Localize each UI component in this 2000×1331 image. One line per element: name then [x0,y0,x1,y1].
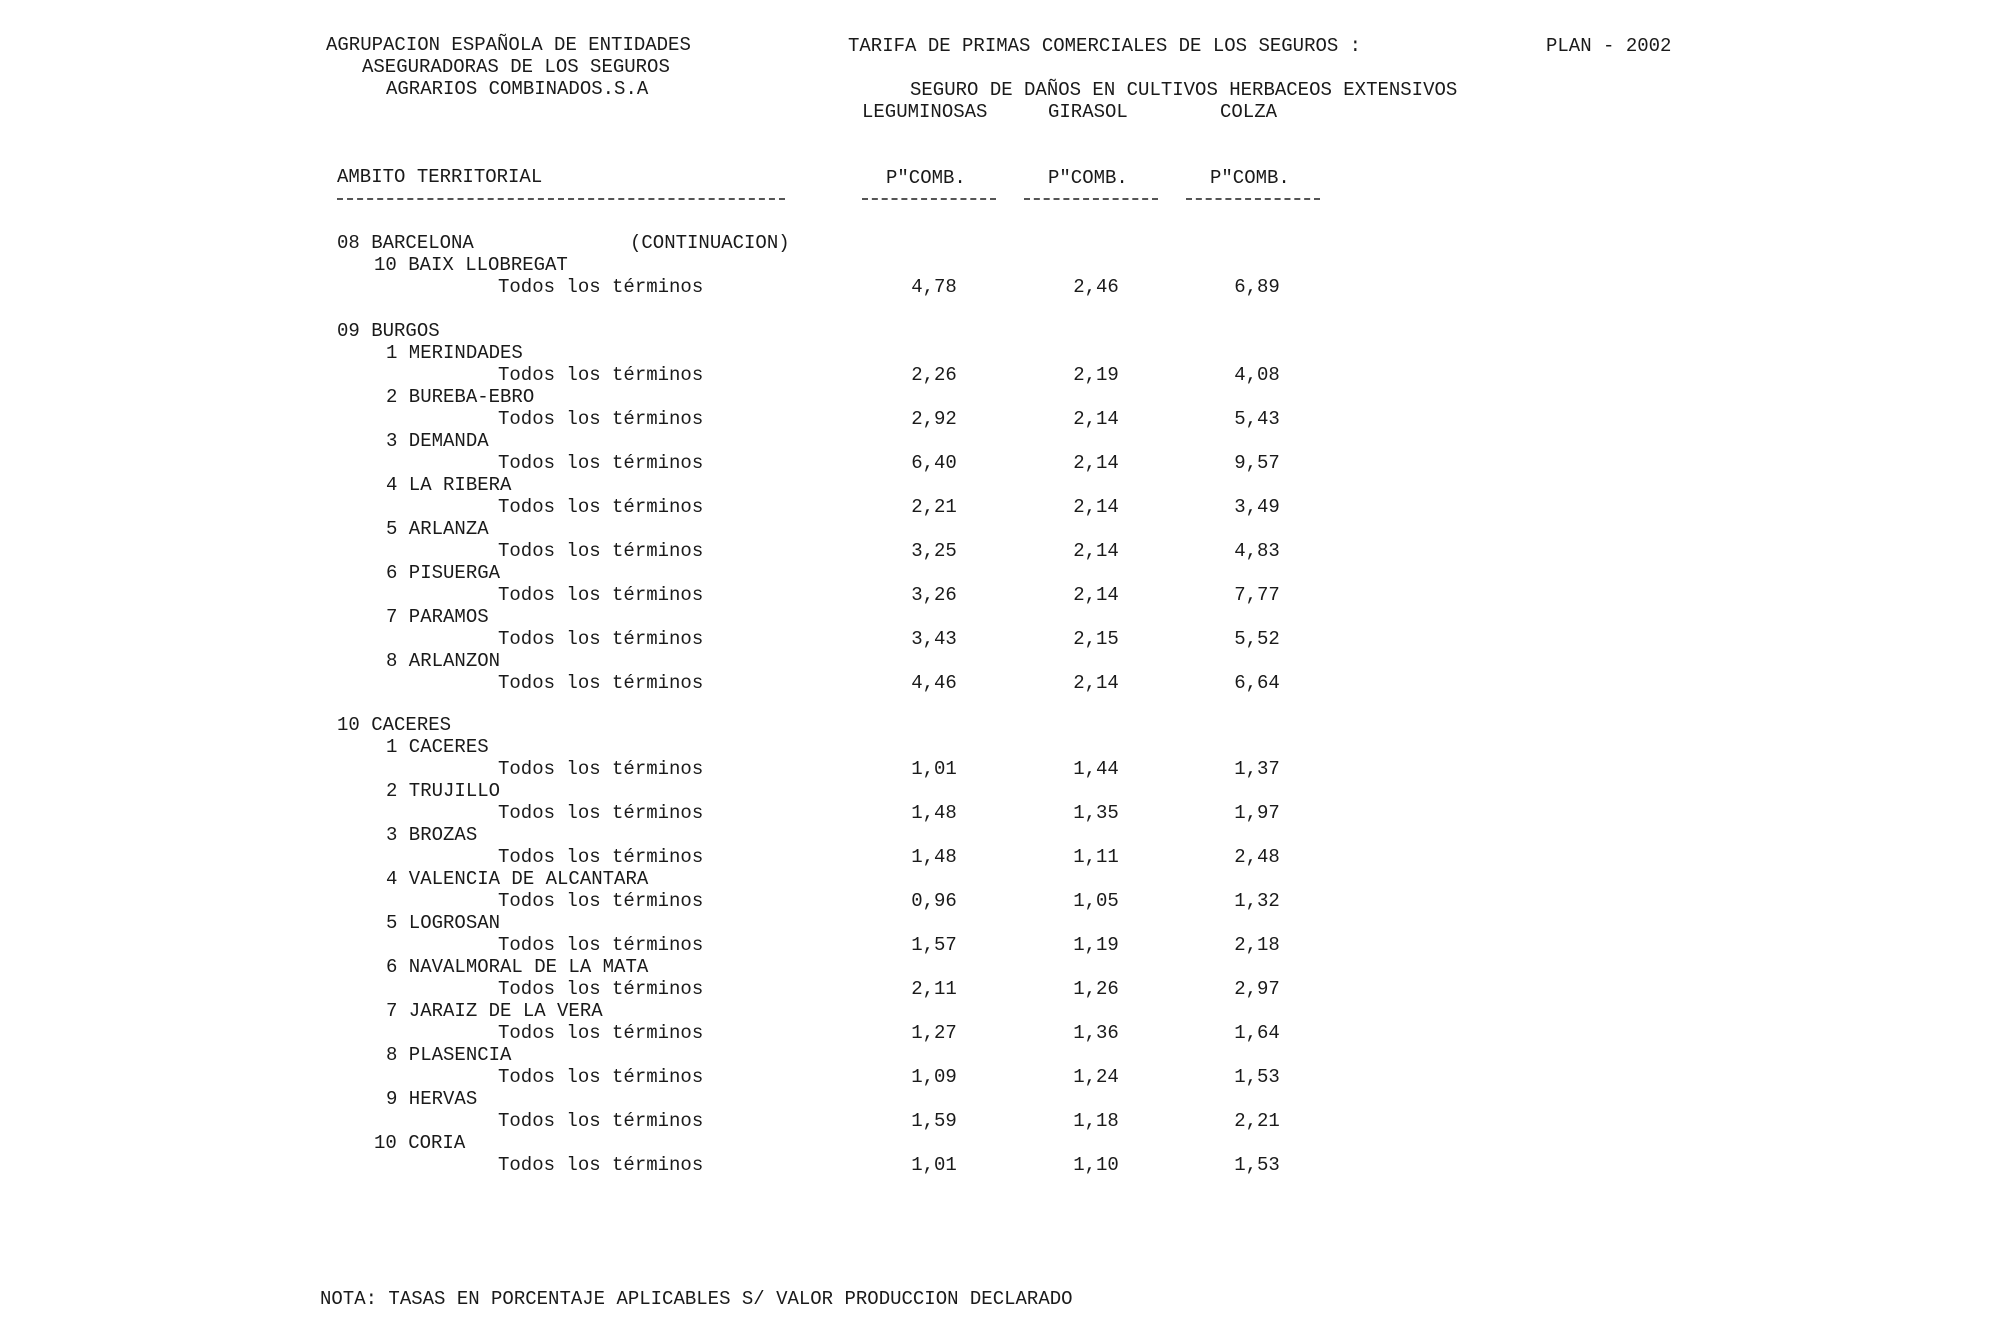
term-label: Todos los términos [498,276,704,298]
comarca-name: 2 TRUJILLO [386,780,501,802]
tariff-value: 2,15 [1073,628,1119,650]
tariff-value: 1,57 [911,934,957,956]
plan-label: PLAN - 2002 [1546,35,1672,57]
tariff-value: 3,26 [911,584,957,606]
tariff-value: 3,43 [911,628,957,650]
term-label: Todos los términos [498,890,704,912]
tariff-value: 1,53 [1234,1066,1280,1088]
tariff-value: 1,10 [1073,1154,1119,1176]
tariff-value: 2,46 [1073,276,1119,298]
document-subtitle: SEGURO DE DAÑOS EN CULTIVOS HERBACEOS EXTENSIVOS [910,79,1458,101]
crop-header-leguminosas: LEGUMINOSAS [862,101,988,123]
term-label: Todos los términos [498,934,704,956]
tariff-value: 2,18 [1234,934,1280,956]
term-label: Todos los términos [498,364,704,386]
tariff-value: 6,64 [1234,672,1280,694]
tariff-value: 1,05 [1073,890,1119,912]
tariff-value: 6,89 [1234,276,1280,298]
tariff-value: 6,40 [911,452,957,474]
comarca-name: 1 CACERES [386,736,489,758]
comarca-name: 4 LA RIBERA [386,474,512,496]
comarca-name: 9 HERVAS [386,1088,478,1110]
divider-pcomb-3 [1186,198,1320,200]
column-header-ambito: AMBITO TERRITORIAL [337,166,543,188]
term-label: Todos los términos [498,758,704,780]
comarca-name: 10 CORIA [374,1132,466,1154]
tariff-value: 1,44 [1073,758,1119,780]
tariff-value: 2,14 [1073,408,1119,430]
tariff-value: 2,14 [1073,452,1119,474]
province-name: 08 BARCELONA [337,232,474,254]
tariff-value: 1,01 [911,1154,957,1176]
tariff-value: 1,24 [1073,1066,1119,1088]
comarca-name: 8 PLASENCIA [386,1044,512,1066]
tariff-value: 1,97 [1234,802,1280,824]
province-note: (CONTINUACION) [630,232,790,254]
term-label: Todos los términos [498,978,704,1000]
comarca-name: 4 VALENCIA DE ALCANTARA [386,868,649,890]
comarca-name: 5 ARLANZA [386,518,489,540]
term-label: Todos los términos [498,540,704,562]
tariff-value: 2,21 [911,496,957,518]
tariff-value: 4,46 [911,672,957,694]
comarca-name: 7 JARAIZ DE LA VERA [386,1000,603,1022]
term-label: Todos los términos [498,1022,704,1044]
tariff-value: 5,52 [1234,628,1280,650]
term-label: Todos los términos [498,452,704,474]
tariff-value: 4,08 [1234,364,1280,386]
comarca-name: 5 LOGROSAN [386,912,501,934]
tariff-value: 4,83 [1234,540,1280,562]
divider-pcomb-2 [1024,198,1158,200]
tariff-value: 2,97 [1234,978,1280,1000]
column-header-pcomb-2: P"COMB. [1048,167,1128,189]
tariff-value: 2,14 [1073,540,1119,562]
tariff-value: 2,26 [911,364,957,386]
tariff-value: 3,25 [911,540,957,562]
tariff-value: 1,35 [1073,802,1119,824]
tariff-value: 1,48 [911,846,957,868]
comarca-name: 7 PARAMOS [386,606,489,628]
province-name: 10 CACERES [337,714,452,736]
tariff-value: 2,19 [1073,364,1119,386]
comarca-name: 10 BAIX LLOBREGAT [374,254,568,276]
tariff-value: 9,57 [1234,452,1280,474]
tariff-value: 1,53 [1234,1154,1280,1176]
divider-ambito [337,198,785,200]
tariff-value: 7,77 [1234,584,1280,606]
tariff-value: 1,64 [1234,1022,1280,1044]
comarca-name: 6 NAVALMORAL DE LA MATA [386,956,649,978]
term-label: Todos los términos [498,496,704,518]
tariff-value: 2,14 [1073,496,1119,518]
tariff-value: 2,48 [1234,846,1280,868]
tariff-value: 3,49 [1234,496,1280,518]
divider-pcomb-1 [862,198,996,200]
tariff-value: 1,09 [911,1066,957,1088]
tariff-value: 2,14 [1073,584,1119,606]
tariff-value: 2,92 [911,408,957,430]
term-label: Todos los términos [498,408,704,430]
column-header-pcomb-1: P"COMB. [886,167,966,189]
comarca-name: 2 BUREBA-EBRO [386,386,535,408]
comarca-name: 6 PISUERGA [386,562,501,584]
org-line-2: ASEGURADORAS DE LOS SEGUROS [362,56,670,78]
tariff-value: 1,27 [911,1022,957,1044]
comarca-name: 3 DEMANDA [386,430,489,452]
tariff-value: 1,01 [911,758,957,780]
tariff-value: 1,32 [1234,890,1280,912]
org-line-1: AGRUPACION ESPAÑOLA DE ENTIDADES [326,34,691,56]
tariff-value: 1,19 [1073,934,1119,956]
comarca-name: 3 BROZAS [386,824,478,846]
column-header-pcomb-3: P"COMB. [1210,167,1290,189]
crop-header-colza: COLZA [1220,101,1278,123]
term-label: Todos los términos [498,1154,704,1176]
tariff-value: 1,59 [911,1110,957,1132]
tariff-value: 2,11 [911,978,957,1000]
term-label: Todos los términos [498,672,704,694]
term-label: Todos los términos [498,802,704,824]
tariff-value: 5,43 [1234,408,1280,430]
tariff-value: 1,18 [1073,1110,1119,1132]
tariff-value: 4,78 [911,276,957,298]
tariff-value: 0,96 [911,890,957,912]
tariff-value: 1,48 [911,802,957,824]
term-label: Todos los términos [498,846,704,868]
term-label: Todos los términos [498,584,704,606]
term-label: Todos los términos [498,628,704,650]
tariff-value: 1,26 [1073,978,1119,1000]
comarca-name: 1 MERINDADES [386,342,523,364]
footer-note: NOTA: TASAS EN PORCENTAJE APLICABLES S/ VALOR PRODUCCION DECLARADO [320,1288,1073,1310]
tariff-value: 2,21 [1234,1110,1280,1132]
term-label: Todos los términos [498,1066,704,1088]
tariff-value: 2,14 [1073,672,1119,694]
org-line-3: AGRARIOS COMBINADOS.S.A [386,78,649,100]
tariff-value: 1,37 [1234,758,1280,780]
tariff-value: 1,36 [1073,1022,1119,1044]
comarca-name: 8 ARLANZON [386,650,501,672]
crop-header-girasol: GIRASOL [1048,101,1128,123]
document-title: TARIFA DE PRIMAS COMERCIALES DE LOS SEGUROS : [848,35,1362,57]
province-name: 09 BURGOS [337,320,440,342]
term-label: Todos los términos [498,1110,704,1132]
tariff-value: 1,11 [1073,846,1119,868]
